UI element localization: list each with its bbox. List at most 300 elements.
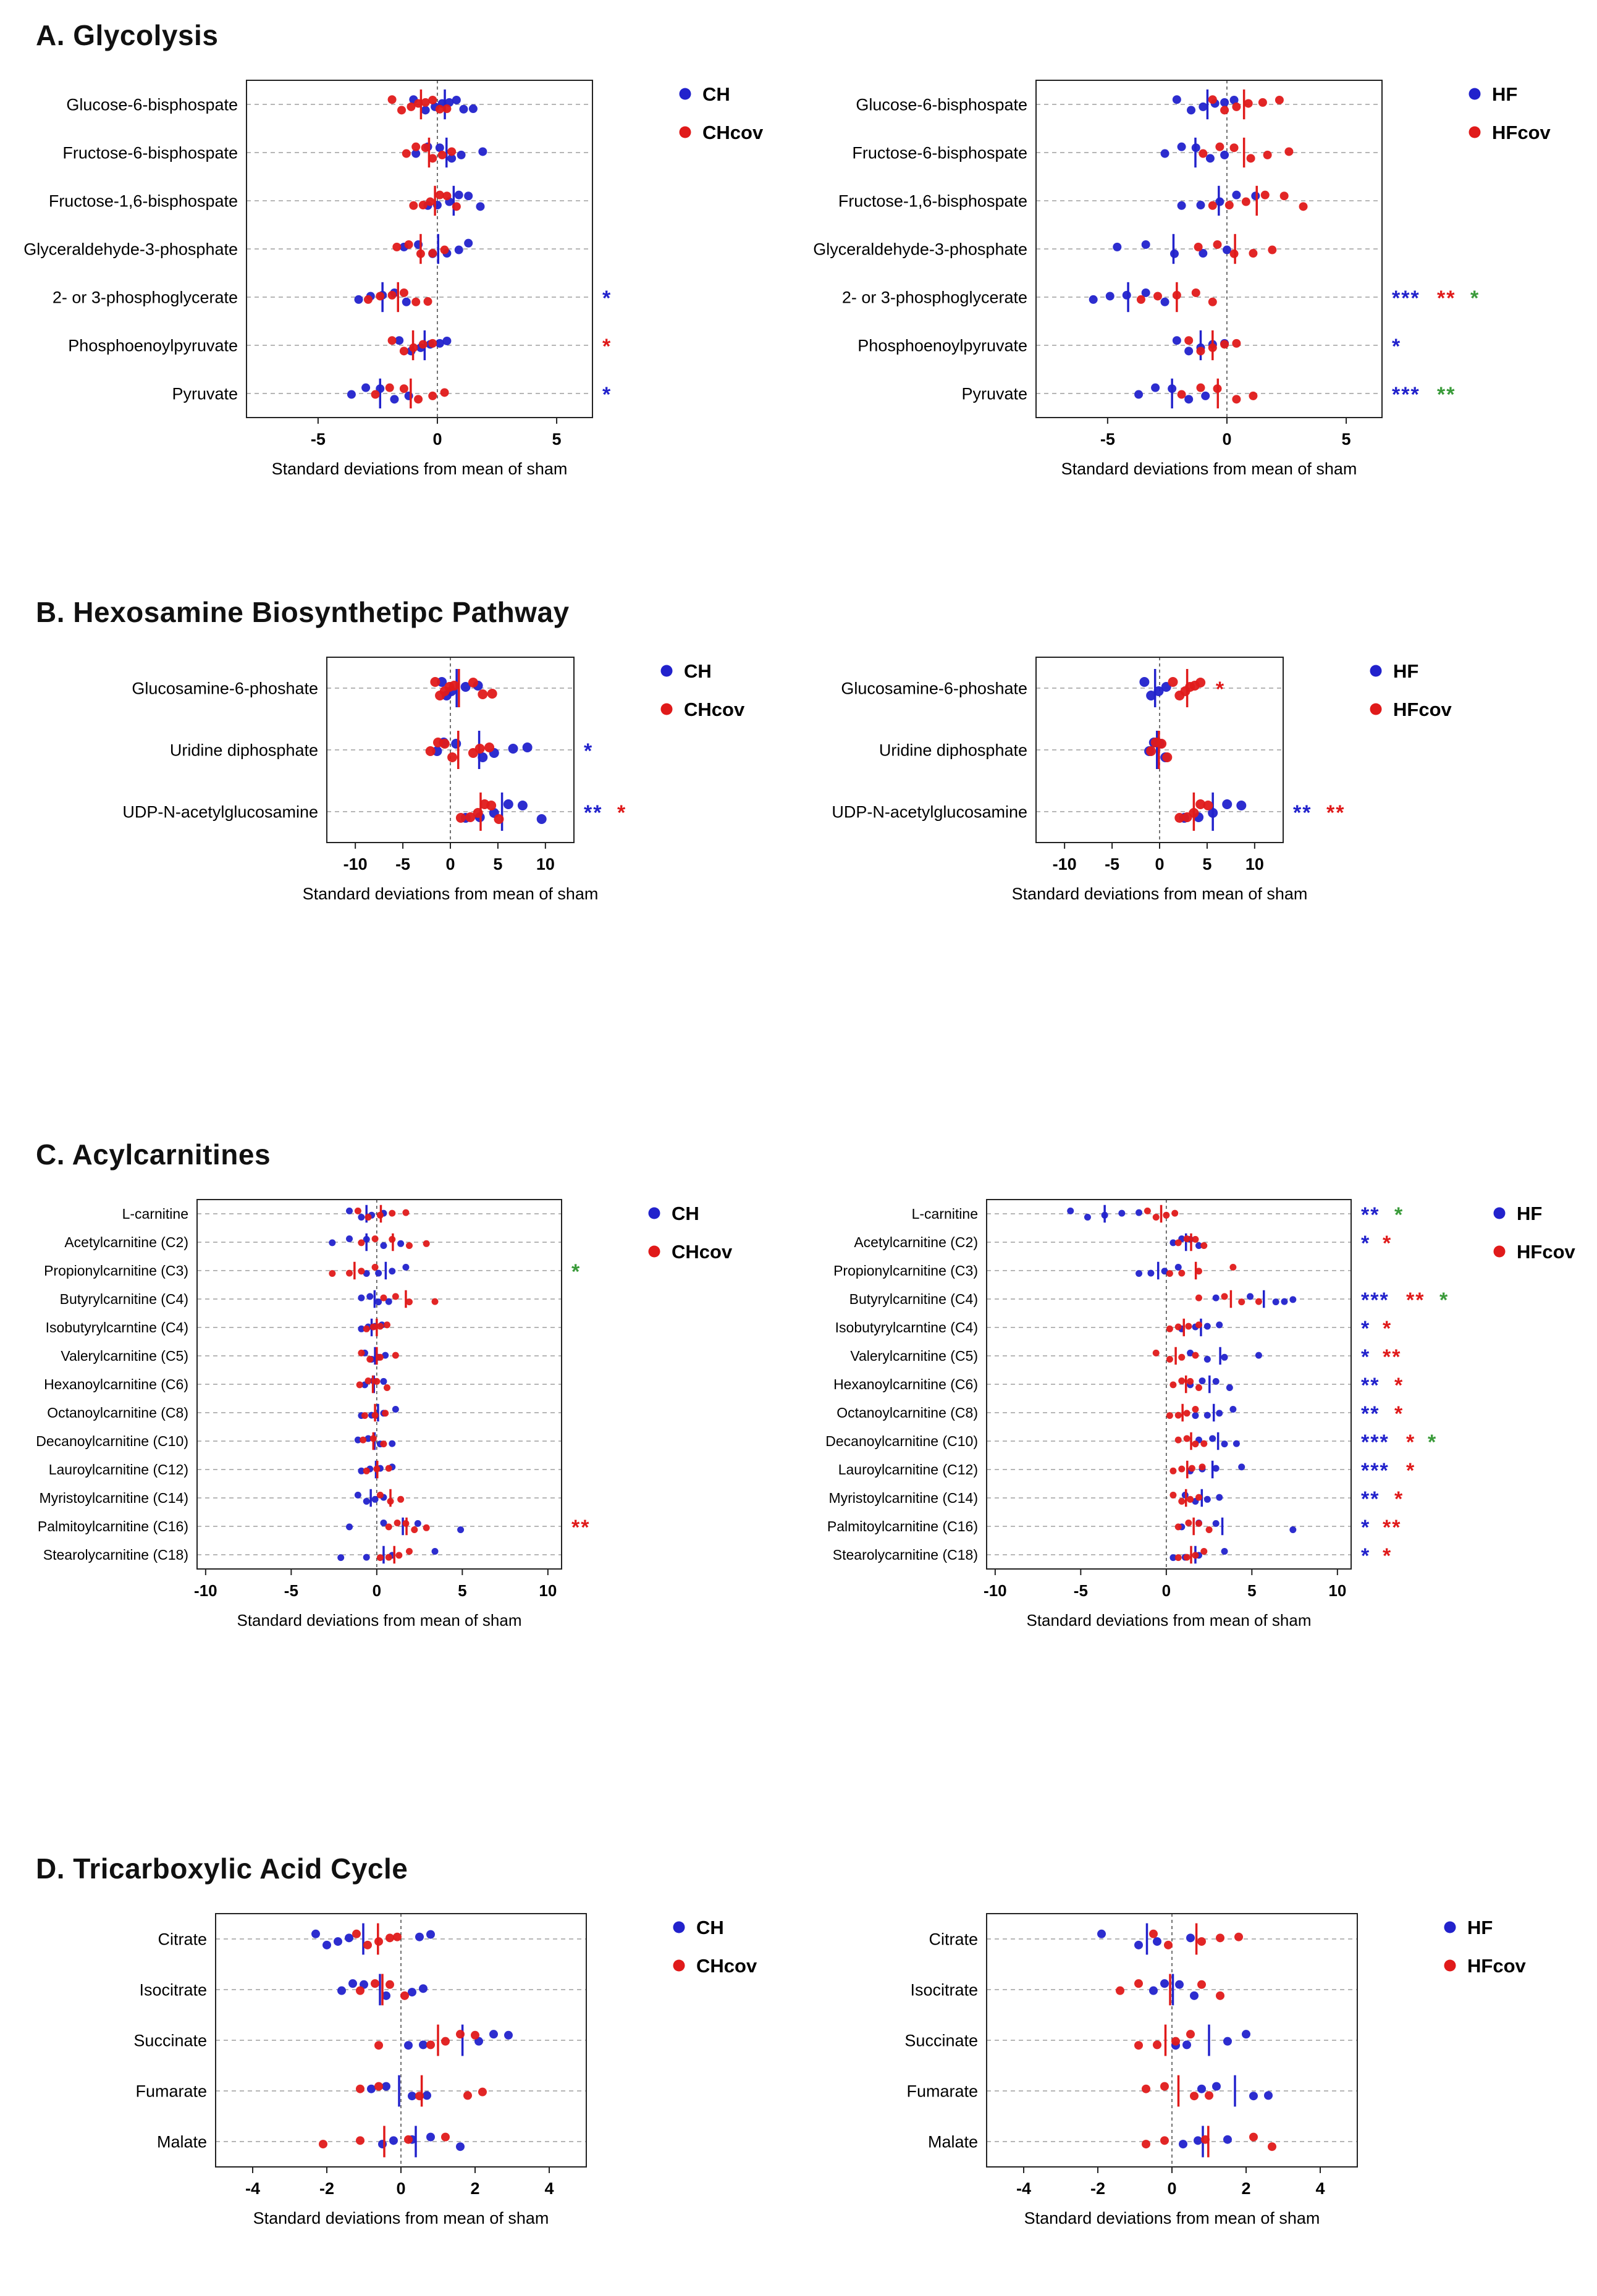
data-point [1216,1321,1223,1328]
significance-stars: * [1439,1289,1449,1312]
panel-C [0,1138,1597,1642]
data-point [1268,2142,1276,2151]
data-point [1195,1321,1202,1328]
data-point [456,2142,465,2151]
x-tick-label: 2 [470,2179,480,2198]
data-point [1185,1323,1192,1330]
data-point [1174,1264,1181,1271]
data-point [376,292,384,300]
data-point [1152,1350,1159,1356]
category-label: Hexanoylcarnitine (C6) [833,1376,978,1393]
data-point [399,347,408,355]
data-point [402,298,410,306]
data-point [1233,1440,1239,1447]
data-point [1183,1435,1190,1442]
significance-stars: * [1382,1317,1392,1340]
data-point [358,1268,364,1274]
data-point [1238,1463,1245,1470]
data-point [414,1520,421,1527]
x-axis-label: Standard deviations from mean of sham [271,460,567,478]
data-point [387,95,396,104]
data-point [1200,1548,1207,1555]
data-point [1163,1212,1169,1219]
data-point [1153,2040,1161,2049]
data-point [1186,2030,1195,2038]
data-point [409,201,418,210]
legend-marker [679,88,691,100]
data-point [1118,1210,1125,1217]
data-point [1220,151,1229,159]
data-point [354,295,363,304]
data-point [487,689,497,699]
data-point [1241,198,1250,206]
data-point [408,2092,416,2100]
data-point [508,744,518,754]
data-point [1203,1323,1210,1330]
data-point [440,388,449,397]
data-point [356,1987,364,1995]
plot-row [0,1907,1597,2240]
x-tick-label: 2 [1241,2179,1251,2198]
data-point [1232,395,1241,403]
data-point [1251,191,1260,200]
data-point [456,2030,465,2038]
significance-stars: *** [1391,383,1420,406]
data-point [1247,1293,1254,1300]
data-point [364,1214,371,1221]
category-label: Pyruvate [961,384,1027,403]
data-point [1174,1437,1181,1444]
legend-label: CH [671,1203,699,1224]
significance-stars: *** [1360,1431,1389,1454]
data-point [442,104,451,113]
data-point [371,1264,378,1271]
x-tick-label: -5 [310,430,326,448]
legend-marker [1468,127,1480,138]
data-point [421,106,429,114]
data-point [361,384,370,392]
data-point [1142,2140,1150,2148]
data-point [1224,201,1233,209]
data-point [352,1930,361,1938]
category-label: Pyruvate [171,384,238,403]
data-point [399,288,408,297]
significance-stars: ** [1436,383,1456,406]
data-point [431,1298,438,1305]
data-point [392,1406,398,1413]
data-point [1174,1239,1181,1246]
data-point [364,1377,371,1384]
data-point [1199,1377,1205,1384]
data-point [1139,677,1149,687]
data-point [1160,2082,1169,2091]
data-point [387,291,396,300]
data-point [392,1352,398,1359]
data-point [382,2082,390,2091]
data-point [476,202,484,211]
data-point [383,1321,390,1328]
data-point [478,689,487,699]
data-point [380,1378,387,1385]
data-point [1242,2030,1250,2038]
category-label: Citrate [157,1930,207,1949]
data-point [1196,384,1205,392]
data-point [363,1326,369,1332]
plot-row [0,1193,1597,1642]
significance-stars: * [1394,1203,1404,1227]
data-point [347,390,355,399]
x-tick-label: 5 [1247,1581,1257,1600]
significance-stars: * [1405,1431,1415,1454]
data-point [464,239,473,248]
data-point [1234,1933,1243,1941]
category-label: Acetylcarnitine (C2) [853,1234,978,1251]
category-label: 2- or 3-phosphoglycerate [52,288,238,307]
data-point [1188,1465,1195,1472]
data-point [1178,1354,1185,1361]
data-point [415,1933,424,1941]
data-point [1232,191,1241,200]
data-point [1134,1941,1143,1949]
data-point [418,340,427,348]
data-point [1258,98,1266,107]
x-tick-label: 0 [1221,430,1231,448]
significance-stars: * [1360,1345,1370,1369]
category-label: Stearolycarnitine (C18) [43,1547,188,1563]
x-tick-label: 0 [1161,1581,1171,1600]
x-tick-label: 0 [432,430,442,448]
data-point [1160,2136,1169,2145]
data-point [1264,2091,1273,2100]
data-point [1178,1377,1185,1384]
data-point [371,1979,379,1988]
data-point [1153,292,1161,300]
data-point [1164,1941,1173,1949]
significance-stars: *** [1360,1459,1389,1482]
data-point [1212,2082,1221,2091]
legend-label: CHcov [671,1241,732,1263]
legend-label: HF [1516,1203,1542,1224]
data-point [1166,1326,1173,1332]
data-point [397,106,406,114]
data-point [1263,151,1271,159]
legend-marker [679,127,691,138]
data-point [1199,149,1207,158]
data-point [1187,106,1195,114]
significance-stars: ** [1360,1402,1380,1426]
category-label: Glucosamine-6-phoshate [840,679,1027,698]
data-point [397,1496,404,1503]
category-label: UDP-N-acetylglucosamine [122,802,318,822]
data-point [1186,1933,1195,1942]
data-point [363,1554,369,1561]
data-point [389,2136,398,2145]
significance-stars: * [602,383,612,406]
data-point [1175,1980,1184,1989]
category-label: Succinate [133,2031,207,2050]
x-tick-label: -10 [1052,855,1077,873]
data-point [1284,147,1293,156]
data-point [455,813,465,823]
data-point [363,1941,372,1949]
data-point [1205,154,1214,162]
data-point [1122,291,1131,300]
data-point [1208,201,1216,210]
data-point [1153,1937,1161,1946]
data-point [382,1410,389,1416]
legend-marker [1370,704,1381,715]
data-point [383,1384,390,1391]
data-point [346,1270,353,1277]
data-point [354,1492,361,1499]
data-point [1134,1979,1143,1988]
data-point [346,1208,353,1214]
data-point [361,1412,368,1419]
category-label: Fructose-1,6-bisphospate [838,191,1027,211]
data-point [1203,1356,1210,1363]
data-point [1192,1406,1199,1413]
dot-plot [30,1907,796,2240]
data-point [1212,1378,1219,1385]
data-point [1192,1412,1199,1419]
data-point [1147,1270,1154,1277]
data-point [1185,1520,1192,1526]
data-point [1232,103,1241,111]
data-point [1177,201,1186,210]
data-point [1105,292,1114,300]
plot-box [987,1200,1351,1569]
data-point [419,1984,428,1993]
data-point [1268,246,1276,254]
data-point [1197,1980,1206,1989]
data-point [1160,1979,1169,1988]
category-label: Phosphoenoylpyruvate [67,336,238,355]
data-point [1213,240,1221,249]
category-label: Myristoylcarnitine (C14) [828,1490,978,1507]
data-point [1272,1298,1279,1305]
dot-plot [801,74,1586,490]
data-point [367,2085,376,2093]
data-point [408,1988,416,1996]
data-point [1275,96,1283,104]
data-point [522,742,532,752]
data-point [1229,1264,1236,1271]
data-point [1194,2136,1202,2145]
significance-stars: ** [1360,1374,1380,1397]
x-tick-label: -10 [343,855,368,873]
significance-stars: * [602,287,612,310]
legend-marker [1444,1922,1456,1933]
data-point [385,384,394,392]
legend-label: CHcov [702,122,763,143]
plot-row [0,74,1597,490]
data-point [358,1214,364,1221]
data-point [1203,801,1213,810]
data-point [404,240,413,249]
data-point [371,1235,378,1242]
category-label: Decanoylcarnitine (C10) [825,1433,978,1450]
data-point [486,801,496,810]
category-label: Uridine diphosphate [169,741,318,760]
significance-stars: ** [1405,1289,1425,1312]
data-point [386,1933,394,1942]
data-point [1289,1526,1296,1533]
data-point [1171,2037,1180,2046]
data-point [1289,1296,1296,1303]
data-point [404,2135,413,2144]
data-point [1194,243,1202,251]
significance-stars: *** [1360,1289,1389,1312]
data-point [356,2085,364,2093]
data-point [1179,2140,1187,2148]
significance-stars: ** [1382,1516,1401,1539]
x-tick-label: -5 [1073,1581,1088,1600]
category-label: Phosphoenoylpyruvate [857,336,1027,355]
data-point [1171,1210,1178,1217]
category-label: Palmitoylcarnitine (C16) [37,1518,188,1535]
significance-stars: * [1394,1487,1404,1511]
data-point [1199,103,1207,111]
legend-label: HFcov [1467,1955,1526,1977]
significance-stars: * [1360,1516,1370,1539]
x-tick-label: -10 [193,1581,217,1600]
category-label: L-carnitine [122,1206,188,1222]
data-point [1141,240,1150,249]
data-point [536,814,546,824]
data-point [1221,1548,1228,1555]
data-point [1183,1554,1190,1561]
data-point [1183,1235,1190,1242]
dot-plot [12,1193,796,1642]
significance-stars: * [617,801,626,825]
data-point [1236,801,1246,810]
category-label: Fumarate [135,2082,207,2101]
category-label: Glucosamine-6-phoshate [131,679,318,698]
x-tick-label: 0 [445,855,455,873]
legend-label: CHcov [683,699,744,720]
legend-label: HF [1467,1917,1493,1938]
data-point [471,2031,479,2040]
data-point [426,1930,435,1939]
data-point [468,678,478,688]
data-point [430,677,440,687]
data-point [395,1552,402,1558]
category-label: Succinate [904,2031,978,2050]
data-point [423,297,432,306]
data-point [392,243,401,251]
significance-stars: * [1382,1232,1392,1255]
x-tick-label: -2 [1090,2179,1105,2198]
data-point [346,1523,353,1530]
data-point [311,1930,320,1938]
data-point [385,1554,392,1561]
x-axis-label: Standard deviations from mean of sham [302,885,598,903]
category-label: Stearolycarnitine (C18) [832,1547,978,1563]
category-label: Isocitrate [909,1980,978,2000]
data-point [517,801,527,810]
x-tick-label: 0 [1154,855,1165,873]
data-point [1160,298,1169,306]
data-point [356,1381,363,1388]
significance-stars: *** [1391,287,1420,310]
data-point [322,1941,331,1949]
legend-label: HFcov [1516,1241,1575,1263]
data-point [1200,1440,1207,1447]
data-point [1169,1468,1176,1474]
category-label: Fructose-6-bisphospate [851,143,1027,162]
data-point [1192,1440,1199,1447]
data-point [1249,249,1257,258]
data-point [375,1270,382,1277]
data-point [386,1980,394,1989]
data-point [1226,1384,1233,1391]
category-label: Propionylcarnitine (C3) [833,1263,978,1279]
data-point [1187,1496,1194,1503]
data-point [1222,799,1232,809]
category-label: Glyceraldehyde-3-phosphate [812,240,1027,259]
x-tick-label: 10 [1245,855,1264,873]
data-point [464,191,473,200]
data-point [405,1548,412,1555]
data-point [441,2133,450,2142]
category-label: Isobutyrylcarntine (C4) [45,1319,188,1336]
significance-stars: * [1427,1431,1437,1454]
data-point [1216,1494,1223,1501]
legend-marker [1444,1960,1456,1972]
data-point [400,1991,409,2000]
data-point [1221,1354,1228,1361]
data-point [402,149,410,158]
data-point [414,395,423,403]
plot-row [0,651,1597,915]
legend-marker [1370,665,1381,677]
data-point [1152,1214,1159,1221]
data-point [1195,1520,1202,1527]
legend-label: HF [1393,660,1418,682]
data-point [346,1235,353,1242]
significance-stars: ** [571,1516,590,1539]
data-point [457,1526,464,1533]
data-point [1220,340,1229,348]
category-label: Isobutyrylcarntine (C4) [835,1319,978,1336]
data-point [1190,1991,1199,2000]
data-point [478,147,487,156]
panel-title: B. Hexosamine Biosynthetipc Pathway [36,596,570,628]
data-point [1182,2040,1191,2049]
data-point [1089,295,1097,304]
significance-stars: ** [1292,801,1312,825]
data-point [428,96,437,104]
data-point [411,298,420,306]
data-point [457,151,465,159]
significance-stars: * [1391,335,1401,358]
data-point [1205,2091,1213,2100]
data-point [1281,1298,1287,1305]
data-point [366,1356,373,1363]
significance-stars: * [1360,1544,1370,1568]
data-point [454,191,463,200]
x-tick-label: 5 [1202,855,1211,873]
data-point [1209,1435,1216,1442]
data-point [426,2040,435,2049]
data-point [452,96,460,104]
data-point [1178,1466,1185,1473]
category-label: Isocitrate [138,1980,207,2000]
category-label: 2- or 3-phosphoglycerate [841,288,1027,307]
data-point [1149,1987,1158,1995]
category-label: Butyrylcarnitine (C4) [849,1291,978,1308]
data-point [1246,154,1255,162]
